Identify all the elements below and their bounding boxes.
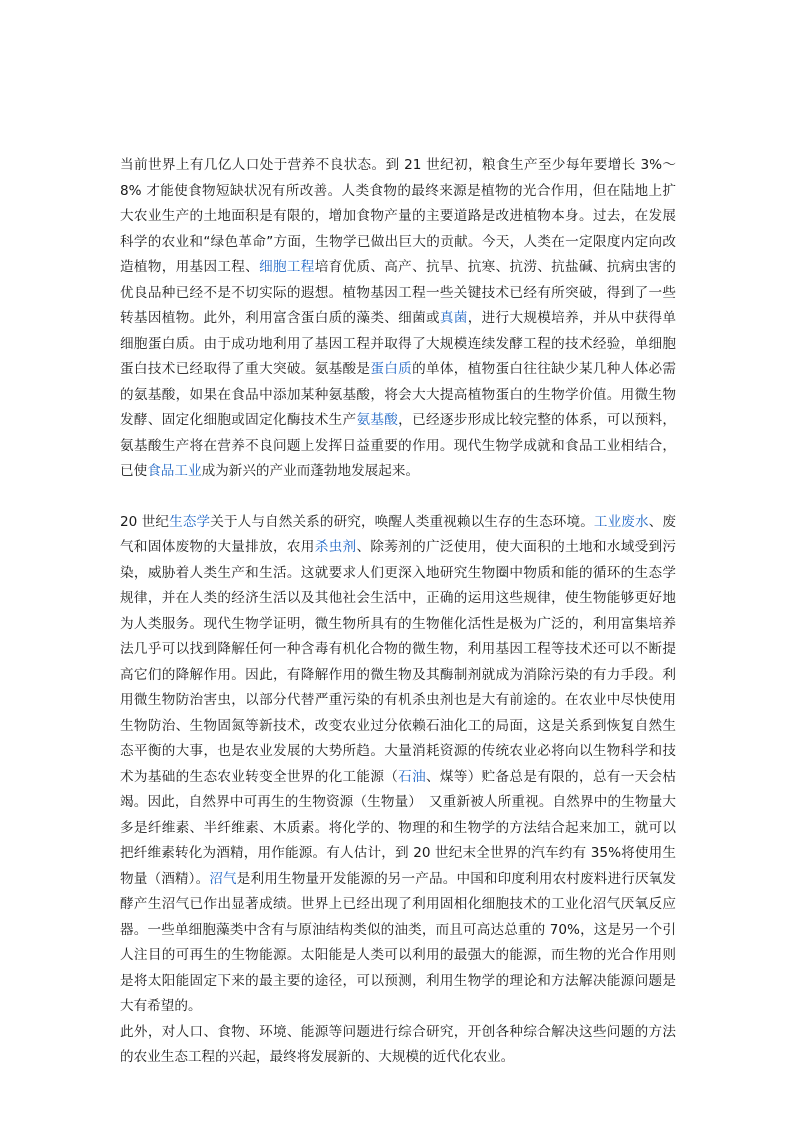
- paragraph-food: [120, 153, 676, 485]
- paragraph-ecology: [120, 510, 676, 1020]
- text-run: 是利用生物量开发能源的另一产品。中国和印度利用农村废料进行厌氧发酵产生沼气已作出显著成绩。世界上已经出现了利用固相化细胞技术的工业化沼气厌氧反应器。一些单细胞藻类中含有与原油结构类似的油类，而且可高达总重的 70%，这是另一个引人注目的可再生的生物能源。太阳能是人类可以利用的最强大的能源，而生物的光合作用则是将太阳能固定下来的最主要的途径，可以预测，利用生物学的理论和方法解决能源问题是大有希望的。: [120, 870, 677, 1014]
- text-run: 、煤等）贮备总是有限的，总有一天会枯竭。因此，自然界中可再生的生物资源（生物量） 又重新被人所重视。自然界中的生物量大多是纤维素、半纤维素、木质素。将化学的、物理的和生物学的方法结合起来加工，就可以把纤维素转化为酒精，用作能源。有人估计，到 20 世纪末全世界的汽车约有 35%将使用生物量（酒精）。: [120, 768, 677, 887]
- inline-link[interactable]: 石油: [398, 768, 426, 785]
- text-run: ，进行大规模培养，并从中获得单细胞蛋白质。由于成功地利用了基因工程并取得了大规模连续发酵工程的技术经验，单细胞蛋白技术已经取得了重大突破。氨基酸是: [120, 310, 677, 377]
- text-run: 成为新兴的产业而蓬勃地发展起来。: [201, 463, 420, 479]
- inline-link[interactable]: 蛋白质: [370, 361, 413, 377]
- text-run: 当前世界上有几亿人口处于营养不良状态。到 21 世纪初，粮食生产至少每年要增长 3%～8% 才能使食物短缺状况有所改善。人类食物的最终来源是植物的光合作用，但在陆地上扩大农业生产的土地面积是有限的，增加食物产量的主要道路是改进植物本身。过去，在发展科学的农业和“绿色革命”方面，生物学已做出巨大的贡献。今天，人类在一定限度内定向改造植物，用基因工程、: [120, 157, 676, 275]
- inline-link[interactable]: 杀虫剂: [314, 539, 357, 555]
- paragraph-conclusion: [120, 1020, 676, 1071]
- text-run: ，已经逐步形成比较完整的体系，可以预料，氨基酸生产将在营养不良问题上发挥日益重要的作用。现代生物学成就和食品工业相结合，已使: [120, 412, 677, 479]
- text-run: 此外，对人口、食物、环境、能源等问题进行综合研究，开创各种综合解决这些问题的方法的农业生态工程的兴起，最终将发展新的、大规模的近代化农业。: [120, 1023, 676, 1065]
- inline-link[interactable]: 真菌: [439, 310, 468, 326]
- text-run: 的单体，植物蛋白往往缺少某几种人体必需的氨基酸，如果在食品中添加某种氨基酸，将会大大提高植物蛋白的生物学价值。用微生物发酵、固定化细胞或固定化酶技术生产: [120, 361, 677, 428]
- text-run: 、除莠剂的广泛使用，使大面积的土地和水域受到污染，威胁着人类生产和生活。这就要求人们更深入地研究生物圈中物质和能的循环的生态学规律，并在人类的经济生活以及其他社会生活中，正确的运用这些规律，使生物能够更好地为人类服务。现代生物学证明，微生物所具有的生物催化活性是极为广泛的，利用富集培养法几乎可以找到降解任何一种含毒有机化合物的微生物，利用基因工程等技术还可以不断提高它们的降解作用。因此，有降解作用的微生物及其酶制剂就成为消除污染的有力手段。利用微生物防治害虫，以部分代替严重污染的有机杀虫剂也是大有前途的。在农业中尽快使用生物防治、生物固氮等新技术，改变农业过分依赖石油化工的局面，这是关系到恢复自然生态平衡的大事，也是农业发展的大势所趋。大量消耗资源的传统农业必将向以生物科学和技术为基础的生态农业转变全世界的化工能源（: [120, 539, 677, 785]
- text-run: 培育优质、高产、抗旱、抗寒、抗涝、抗盐碱、抗病虫害的优良品种已经不是不切实际的遐想。植物基因工程一些关键技术已经有所突破，得到了一些转基因植物。此外，利用富含蛋白质的藻类、细菌或: [120, 259, 677, 326]
- inline-link[interactable]: 氨基酸: [356, 412, 399, 428]
- inline-link[interactable]: 工业废水: [593, 513, 649, 530]
- document-body: [120, 153, 676, 1071]
- inline-link[interactable]: 食品工业: [147, 463, 202, 479]
- inline-link[interactable]: 细胞工程: [259, 259, 315, 275]
- inline-link[interactable]: 生态学: [169, 513, 211, 530]
- text-run: 、废气和固体废物的大量排放，农用: [120, 513, 677, 555]
- inline-link[interactable]: 沼气: [209, 870, 237, 887]
- text-run: 关于人与自然关系的研究，唤醒人类重视赖以生存的生态环境。: [210, 513, 594, 530]
- text-run: 20 世纪: [120, 513, 170, 530]
